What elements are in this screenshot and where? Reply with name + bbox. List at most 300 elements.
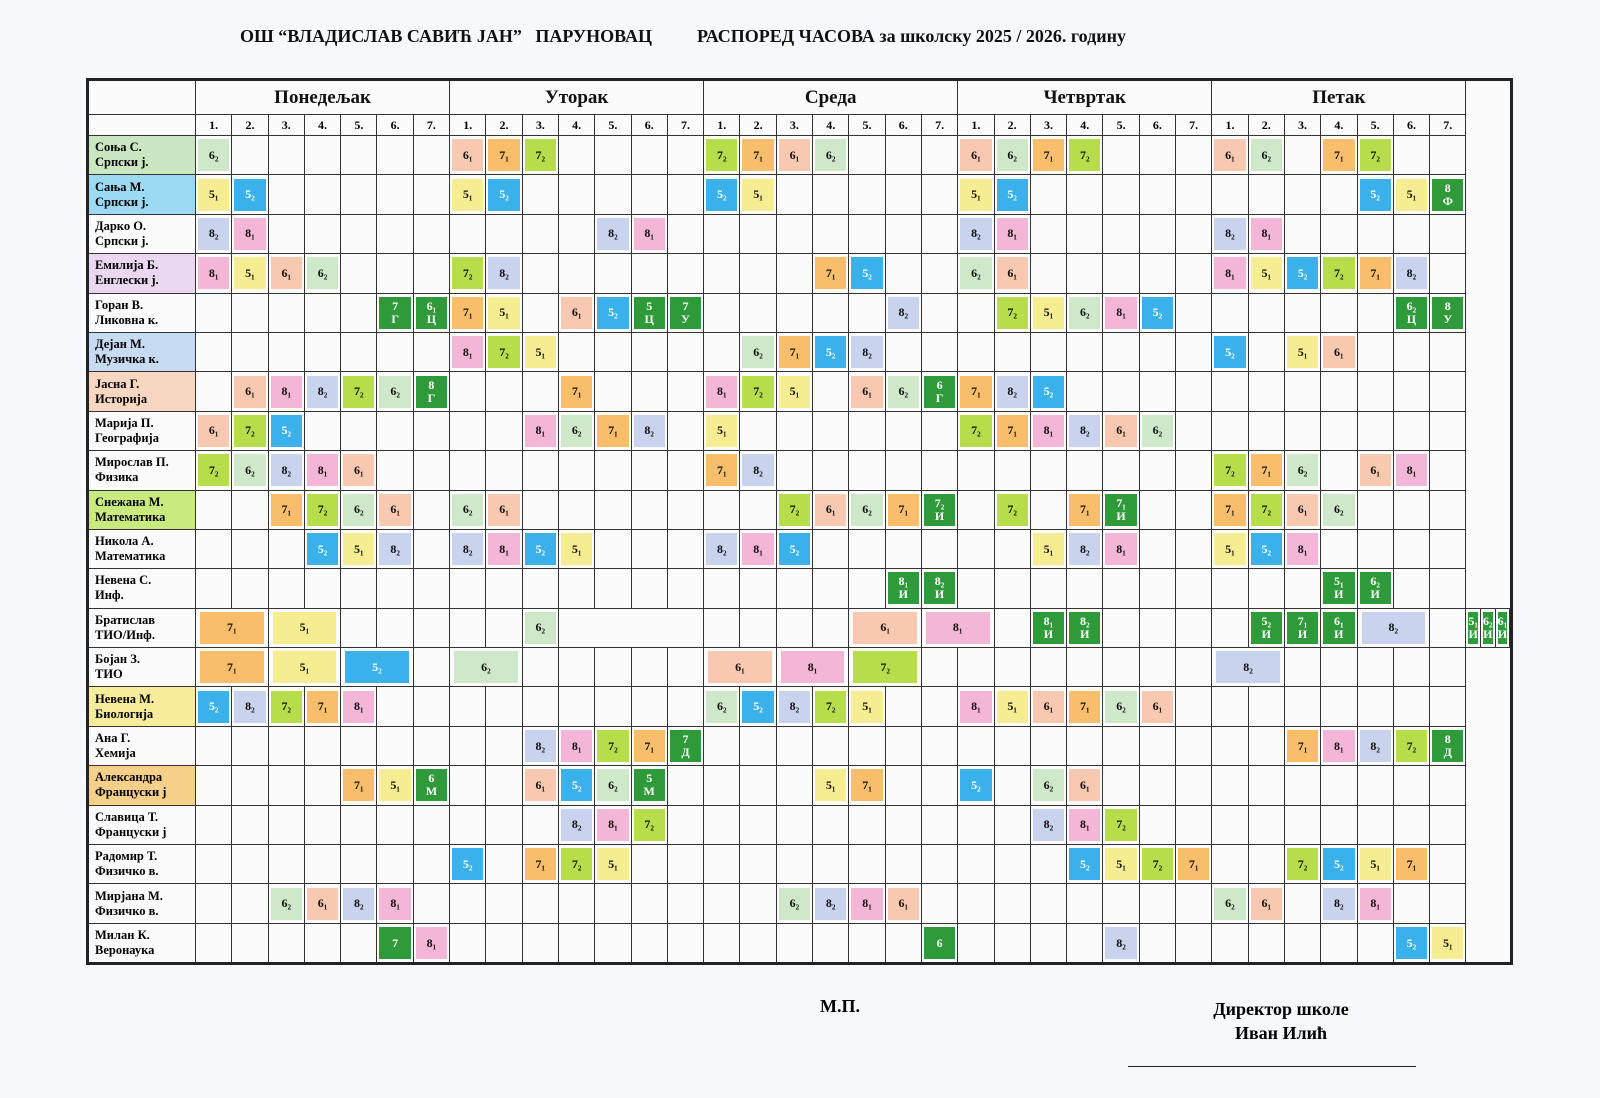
class-label (452, 494, 483, 526)
lesson-cell (1212, 766, 1248, 805)
lesson-cell (377, 175, 413, 214)
lesson-cell (196, 923, 232, 963)
class-label (924, 927, 955, 959)
class-label (851, 494, 882, 526)
lesson-cell (1212, 726, 1248, 765)
class-label-text: 6₂ (354, 502, 364, 517)
class-label (815, 257, 846, 289)
lesson-cell (377, 136, 413, 175)
class-label (1069, 139, 1100, 171)
class-label (742, 139, 773, 171)
lesson-cell (1067, 766, 1103, 805)
class-label-text: Г (391, 311, 399, 326)
lesson-cell (377, 529, 413, 568)
class-label (1033, 139, 1064, 171)
lesson-cell (522, 648, 558, 687)
class-label-text: 5₁ (825, 777, 836, 792)
class-label-text: 5 (646, 298, 653, 313)
teacher-row (88, 490, 1512, 529)
lesson-cell (1139, 214, 1175, 253)
lesson-cell (1393, 214, 1429, 253)
lesson-cell (1103, 569, 1139, 608)
lesson-cell (558, 608, 703, 647)
lesson-cell (1393, 884, 1429, 923)
lesson-cell (377, 293, 413, 332)
lesson-cell (522, 136, 558, 175)
class-label (779, 336, 810, 368)
class-label (1069, 848, 1100, 880)
lesson-cell (450, 490, 486, 529)
lesson-cell (776, 293, 812, 332)
lesson-cell (1248, 293, 1284, 332)
lesson-cell (196, 451, 232, 490)
class-label-text: 7₂ (608, 738, 618, 753)
class-label (1214, 888, 1245, 920)
class-label (1069, 533, 1100, 565)
lesson-cell (667, 648, 703, 687)
lesson-cell (1103, 766, 1139, 805)
lesson-cell (776, 569, 812, 608)
class-label (416, 769, 447, 801)
lesson-cell (704, 293, 740, 332)
lesson-cell (558, 490, 594, 529)
lesson-cell (522, 529, 558, 568)
lesson-cell (1030, 845, 1066, 884)
class-label (815, 494, 846, 526)
class-label (525, 848, 556, 880)
lesson-cell (1103, 332, 1139, 371)
lesson-cell (1393, 726, 1429, 765)
class-label (1287, 612, 1318, 644)
lesson-cell (1495, 608, 1510, 647)
lesson-cell (921, 923, 957, 963)
lesson-cell (1212, 214, 1248, 253)
lesson-cell (595, 214, 631, 253)
lesson-cell (813, 766, 849, 805)
lesson-cell (1139, 490, 1175, 529)
class-label-text: 7 (392, 935, 399, 950)
class-label-text: 7₂ (462, 265, 473, 280)
class-label-text: 7₂ (825, 699, 836, 714)
lesson-cell (885, 254, 921, 293)
class-label (960, 691, 991, 723)
period-number: 7. (921, 115, 957, 136)
class-label (888, 297, 919, 329)
lesson-cell (813, 923, 849, 963)
class-label (452, 139, 483, 171)
director-name: Иван Илић (1234, 1023, 1328, 1043)
lesson-cell (740, 411, 776, 450)
class-label (1287, 533, 1318, 565)
lesson-cell (1212, 529, 1248, 568)
lesson-cell (1212, 648, 1285, 687)
class-label-text: 5₂ (1079, 856, 1090, 871)
lesson-cell (268, 136, 304, 175)
lesson-cell (704, 884, 740, 923)
class-label (597, 415, 628, 447)
class-label-text: 7₂ (1297, 856, 1308, 871)
teacher-row (88, 136, 1512, 175)
lesson-cell (1067, 648, 1103, 687)
lesson-cell (558, 136, 594, 175)
class-label-text: 6₂ (1406, 298, 1417, 313)
class-label-text: 8₁ (644, 226, 655, 241)
period-number: 6. (1139, 115, 1175, 136)
lesson-cell (1030, 726, 1066, 765)
class-label (198, 415, 229, 447)
period-number: 2. (232, 115, 268, 136)
lesson-cell (813, 293, 849, 332)
class-label (1178, 848, 1209, 880)
class-label-text: 7₂ (717, 147, 727, 162)
lesson-cell (1430, 884, 1466, 923)
lesson-cell (450, 726, 486, 765)
lesson-cell (704, 569, 740, 608)
class-label-text: 8₁ (245, 226, 255, 241)
class-label (634, 769, 665, 801)
lesson-cell (558, 293, 594, 332)
lesson-cell (849, 687, 885, 726)
class-label (997, 691, 1028, 723)
class-label (960, 179, 991, 211)
lesson-cell (885, 372, 921, 411)
lesson-cell (486, 805, 522, 844)
lesson-cell (1176, 451, 1212, 490)
class-label-text: 5₁ (1043, 305, 1054, 320)
lesson-cell (1030, 332, 1066, 371)
teacher-name: Милан К. (95, 928, 150, 942)
lesson-cell (1430, 805, 1466, 844)
lesson-cell (740, 214, 776, 253)
lesson-cell (341, 529, 377, 568)
lesson-cell (1357, 923, 1393, 963)
lesson-cell (1176, 254, 1212, 293)
lesson-cell (304, 923, 340, 963)
lesson-cell (304, 490, 340, 529)
class-label-text: 6₁ (1225, 147, 1235, 162)
class-label (779, 888, 810, 920)
class-label (525, 533, 556, 565)
class-label (1069, 612, 1100, 644)
lesson-cell (413, 214, 449, 253)
director-title: Директор школе (1213, 999, 1349, 1019)
lesson-cell (921, 687, 957, 726)
lesson-cell (377, 845, 413, 884)
class-label (851, 376, 882, 408)
lesson-cell (1030, 923, 1066, 963)
lesson-cell (1357, 411, 1393, 450)
timetable (86, 78, 1513, 965)
lesson-cell (196, 687, 232, 726)
lesson-cell (885, 293, 921, 332)
lesson-cell (486, 254, 522, 293)
class-label-text: 6₂ (971, 265, 981, 280)
class-label-text: 6 (936, 377, 943, 392)
class-label (1396, 454, 1427, 486)
class-label-text: 5₁ (571, 541, 582, 556)
class-label-text: 8₂ (1079, 541, 1090, 556)
class-label-text: 5₂ (372, 659, 382, 674)
class-label (1033, 809, 1064, 841)
class-label-text: 5₂ (499, 187, 509, 202)
class-label (488, 533, 519, 565)
lesson-cell (377, 332, 413, 371)
class-label-text: 8₁ (1406, 462, 1417, 477)
class-label-text: 8₂ (753, 462, 763, 477)
lesson-cell (1139, 254, 1175, 293)
period-number: 5. (1357, 115, 1393, 136)
lesson-cell (450, 136, 486, 175)
lesson-cell (1139, 569, 1175, 608)
lesson-cell (341, 766, 377, 805)
lesson-cell (994, 884, 1030, 923)
lesson-cell (667, 372, 703, 411)
teacher-label (88, 608, 196, 647)
class-label-text: 5₁ (1442, 935, 1453, 950)
teacher-name: Горан В. (95, 297, 144, 312)
lesson-cell (1248, 529, 1284, 568)
period-number: 5. (595, 115, 631, 136)
lesson-cell (1103, 451, 1139, 490)
class-label (779, 533, 810, 565)
lesson-cell (813, 884, 849, 923)
lesson-cell (486, 529, 522, 568)
lesson-cell (849, 805, 885, 844)
class-label-text: 6₁ (462, 147, 473, 162)
class-label (1287, 257, 1318, 289)
lesson-cell (1248, 608, 1284, 647)
class-label-text: 8₁ (281, 384, 292, 399)
lesson-cell (304, 411, 340, 450)
class-label-text: 6₂ (1370, 574, 1380, 589)
class-label (525, 415, 556, 447)
class-label (1360, 139, 1391, 171)
class-label-text: И (1497, 626, 1508, 641)
lesson-cell (776, 411, 812, 450)
class-label-text: 8₂ (571, 817, 582, 832)
lesson-cell (885, 175, 921, 214)
class-label-text: 8₁ (1261, 226, 1272, 241)
class-label-text: 7₂ (535, 147, 546, 162)
class-label (271, 494, 302, 526)
lesson-cell (595, 687, 631, 726)
class-label-text: 6₁ (1152, 699, 1163, 714)
lesson-cell (450, 411, 486, 450)
teacher-name: Дејан М. (95, 337, 145, 352)
lesson-cell (413, 529, 449, 568)
class-label (851, 769, 882, 801)
class-label (1251, 257, 1282, 289)
teacher-subject: Српски ј. (95, 233, 149, 248)
lesson-cell (994, 726, 1030, 765)
lesson-cell (994, 923, 1030, 963)
lesson-cell (1103, 608, 1139, 647)
lesson-cell (1430, 293, 1466, 332)
document-header (240, 26, 1126, 47)
class-label (454, 651, 518, 683)
lesson-cell (1284, 529, 1320, 568)
class-label-text: 6₁ (1079, 777, 1090, 792)
lesson-cell (413, 884, 449, 923)
lesson-cell (631, 648, 667, 687)
lesson-cell (1139, 608, 1175, 647)
lesson-cell (1248, 214, 1284, 253)
class-label (997, 376, 1028, 408)
lesson-cell (1430, 766, 1466, 805)
class-label-text: 8₂ (644, 423, 655, 438)
lesson-cell (1284, 175, 1320, 214)
lesson-cell (1139, 136, 1175, 175)
lesson-cell (1176, 136, 1212, 175)
class-label (888, 888, 919, 920)
class-label (597, 730, 628, 762)
class-label (1105, 415, 1136, 447)
class-label (198, 691, 229, 723)
lesson-cell (595, 293, 631, 332)
lesson-cell (1212, 332, 1248, 371)
lesson-cell (413, 254, 449, 293)
class-label-text: 7₂ (1079, 147, 1090, 162)
class-label-text: 6₁ (735, 659, 745, 674)
class-label-text: 7₂ (245, 423, 255, 438)
lesson-cell (413, 293, 449, 332)
class-label-text: 8₂ (1243, 659, 1253, 674)
lesson-cell (1321, 923, 1357, 963)
lesson-cell (885, 805, 921, 844)
lesson-cell (704, 608, 740, 647)
lesson-cell (1430, 372, 1466, 411)
lesson-cell (1321, 726, 1357, 765)
lesson-cell (1321, 766, 1357, 805)
lesson-cell (1284, 766, 1320, 805)
lesson-cell (268, 608, 341, 647)
class-label-text: 7₂ (1007, 502, 1017, 517)
lesson-cell (1321, 687, 1357, 726)
lesson-cell (232, 332, 268, 371)
lesson-cell (849, 766, 885, 805)
teacher-label (88, 569, 196, 608)
class-label-text: И (1297, 626, 1308, 641)
lesson-cell (1139, 923, 1175, 963)
class-label (634, 730, 665, 762)
lesson-cell (232, 687, 268, 726)
lesson-cell (704, 372, 740, 411)
period-number: 2. (740, 115, 776, 136)
lesson-cell (958, 254, 994, 293)
lesson-cell (958, 687, 994, 726)
period-number: 5. (849, 115, 885, 136)
class-label-text: 7₁ (317, 699, 328, 714)
teacher-label (88, 726, 196, 765)
class-label-text: 5₂ (971, 777, 981, 792)
class-label-text: 6₂ (1079, 305, 1090, 320)
lesson-cell (1430, 254, 1466, 293)
lesson-cell (1030, 411, 1066, 450)
teacher-row (88, 372, 1512, 411)
lesson-cell (704, 451, 740, 490)
class-label-text: 8₁ (862, 896, 872, 911)
class-label (1142, 297, 1173, 329)
lesson-cell (667, 687, 703, 726)
lesson-cell (776, 254, 812, 293)
lesson-cell (413, 372, 449, 411)
lesson-cell (740, 175, 776, 214)
class-label (1396, 730, 1427, 762)
lesson-cell (268, 884, 304, 923)
class-label-text: 5₂ (1297, 265, 1308, 280)
lesson-cell (740, 372, 776, 411)
lesson-cell (667, 845, 703, 884)
lesson-cell (1430, 214, 1466, 253)
lesson-cell (522, 372, 558, 411)
lesson-cell (1357, 175, 1393, 214)
lesson-cell (667, 884, 703, 923)
lesson-cell (1103, 529, 1139, 568)
lesson-cell (631, 451, 667, 490)
lesson-cell (341, 608, 377, 647)
class-label-text: 6₁ (825, 502, 836, 517)
class-label-text: 8₂ (608, 226, 618, 241)
class-label (1498, 612, 1508, 644)
class-label-text: 5₁ (1043, 541, 1054, 556)
lesson-cell (304, 805, 340, 844)
lesson-cell (1284, 451, 1320, 490)
lesson-cell (1284, 726, 1320, 765)
lesson-cell (1139, 529, 1175, 568)
class-label-text: 8₂ (535, 738, 546, 753)
class-label (1323, 572, 1354, 604)
teacher-row (88, 451, 1512, 490)
class-label-text: 8₂ (317, 384, 328, 399)
class-label (1216, 651, 1280, 683)
lesson-cell (885, 923, 921, 963)
lesson-cell (921, 372, 957, 411)
class-label (706, 139, 737, 171)
class-label (561, 533, 592, 565)
class-label-text: 6₁ (1116, 423, 1126, 438)
class-label-text: 6₂ (571, 423, 582, 438)
lesson-cell (413, 175, 449, 214)
lesson-cell (1067, 884, 1103, 923)
lesson-cell (1139, 175, 1175, 214)
class-label-text: И (1370, 587, 1380, 602)
teacher-row (88, 529, 1512, 568)
lesson-cell (1357, 136, 1393, 175)
lesson-cell (1067, 254, 1103, 293)
class-label-text: 8₁ (717, 384, 727, 399)
lesson-cell (1357, 293, 1393, 332)
teacher-label (88, 451, 196, 490)
lesson-cell (631, 687, 667, 726)
class-label (452, 533, 483, 565)
class-label (997, 297, 1028, 329)
lesson-cell (522, 175, 558, 214)
lesson-cell (595, 136, 631, 175)
class-label-text: 8₂ (354, 896, 364, 911)
class-label-text: 5₁ (1297, 344, 1308, 359)
lesson-cell (740, 687, 776, 726)
lesson-cell (813, 726, 849, 765)
class-label-text: 6₂ (1334, 502, 1344, 517)
lesson-cell (667, 254, 703, 293)
lesson-cell (667, 529, 703, 568)
teacher-label (88, 254, 196, 293)
lesson-cell (740, 923, 776, 963)
class-label (198, 179, 229, 211)
lesson-cell (1357, 648, 1393, 687)
period-number: 1. (1212, 115, 1248, 136)
lesson-cell (1139, 884, 1175, 923)
